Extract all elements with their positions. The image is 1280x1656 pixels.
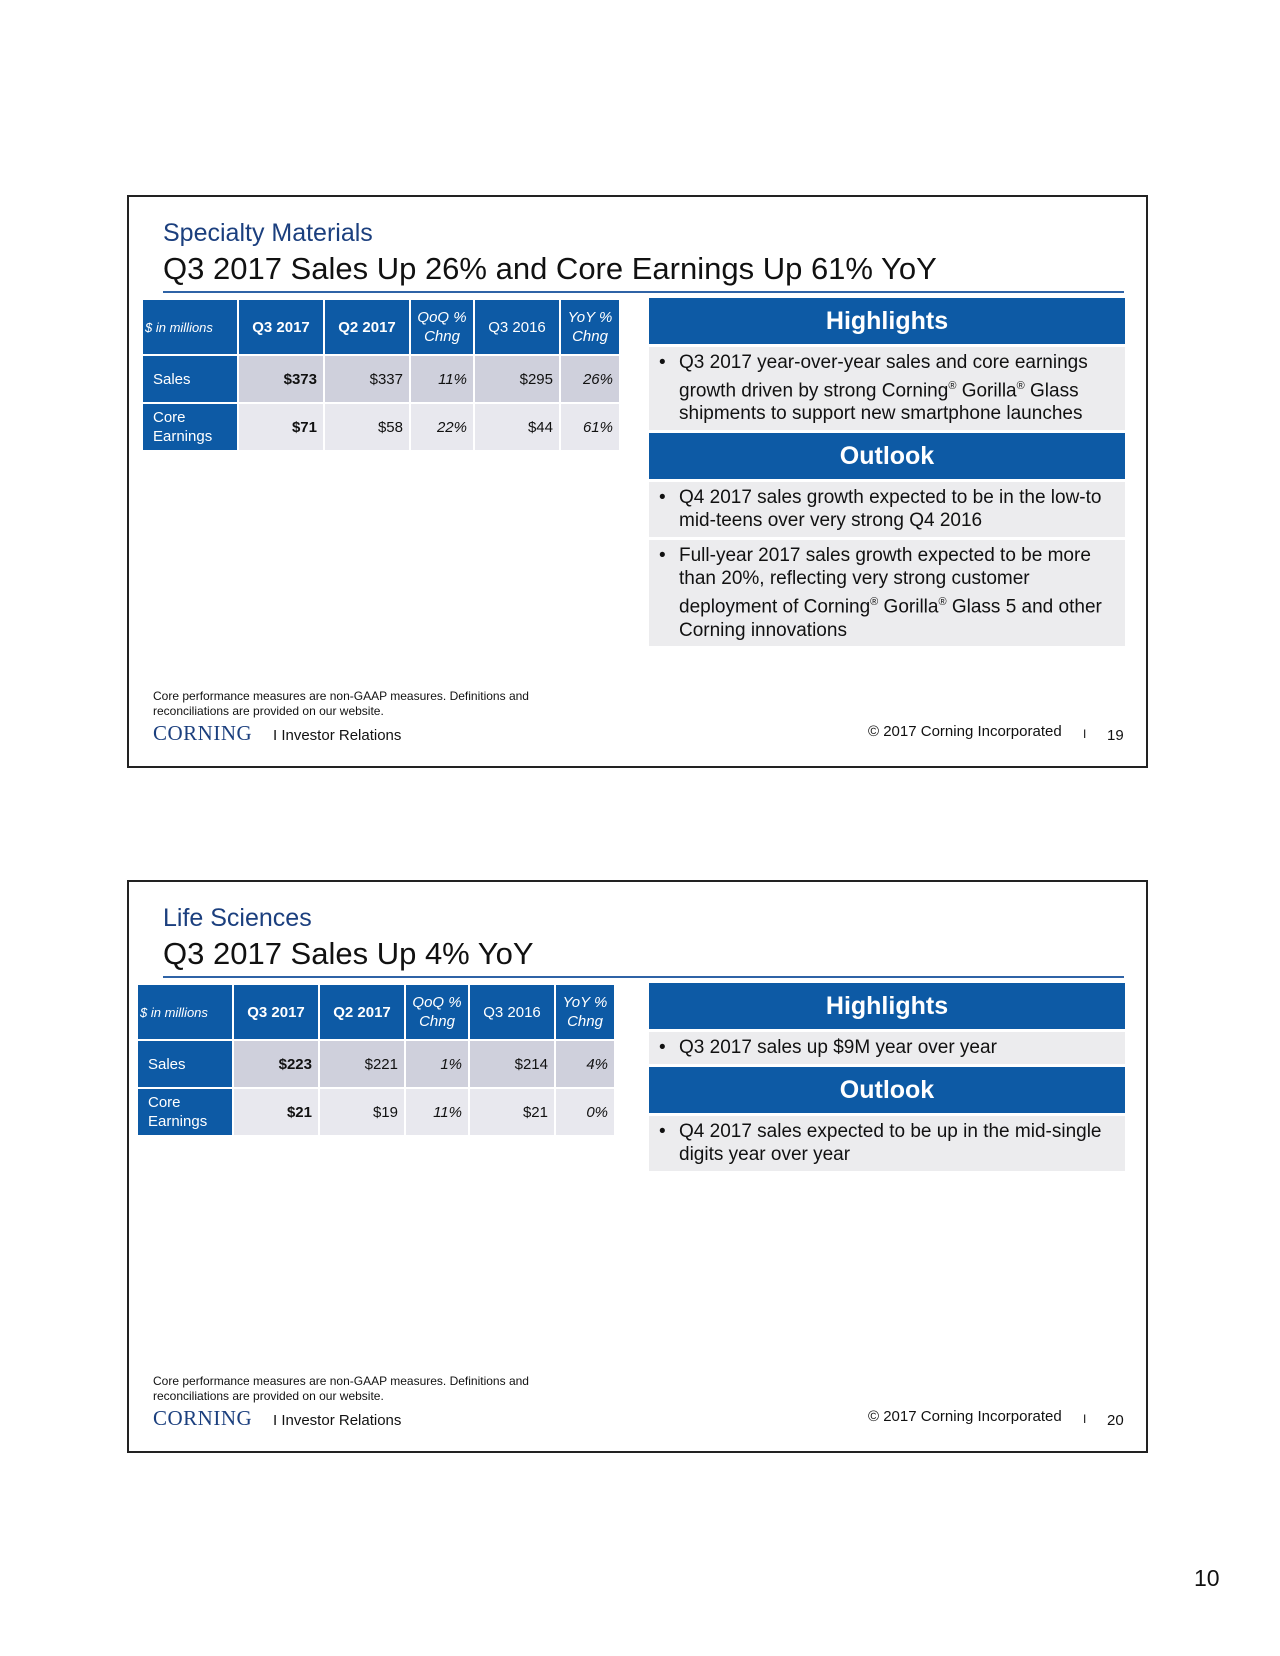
col-q2-2017: Q2 2017 — [325, 300, 409, 354]
outlook-text: Q4 2017 sales growth expected to be in the low-to mid-teens over very strong Q4 2016 — [679, 486, 1102, 532]
slide-life-sciences — [127, 880, 1148, 1453]
sales-q3-2016: $295 — [475, 356, 559, 402]
highlights-heading: Highlights — [649, 983, 1125, 1029]
bullet-icon: • — [659, 1037, 666, 1058]
registered-mark: ® — [938, 595, 947, 608]
core-qoq: 11% — [406, 1089, 468, 1135]
col-yoy-change — [561, 300, 619, 354]
row-label-core-earnings — [138, 1089, 232, 1135]
table-row-core-earnings — [138, 1089, 614, 1135]
highlight-text-part2: Gorilla — [956, 379, 1017, 401]
slide-title: Q3 2017 Sales Up 4% YoY — [163, 936, 534, 971]
highlights-outlook-panel — [649, 298, 1125, 649]
col-q3-2016: Q3 2016 — [470, 985, 554, 1039]
slide-title: Q3 2017 Sales Up 26% and Core Earnings Up 61% YoY — [163, 251, 937, 286]
row-label-sales: Sales — [138, 1041, 232, 1087]
highlights-heading: Highlights — [649, 298, 1125, 344]
qoq-line1: QoQ % — [412, 994, 462, 1011]
outlook-item — [649, 482, 1125, 537]
footnote-line2: reconciliations are provided on our website. — [153, 1389, 384, 1403]
financial-table — [141, 298, 621, 452]
registered-mark: ® — [870, 595, 879, 608]
sales-qoq: 11% — [411, 356, 473, 402]
document-page-number: 10 — [1194, 1565, 1220, 1591]
highlight-text-part1: Q3 2017 year-over-year sales and core earnings growth driven by strong Corning — [679, 352, 1088, 401]
bullet-icon: • — [659, 544, 666, 566]
col-q2-2017: Q2 2017 — [320, 985, 404, 1039]
footnote — [153, 1374, 529, 1404]
footnote — [153, 689, 529, 719]
sales-qoq: 1% — [406, 1041, 468, 1087]
outlook-item — [649, 540, 1125, 646]
corning-logo: CORNING — [153, 721, 253, 745]
core-q3-2016: $44 — [475, 404, 559, 450]
investor-relations-label: I Investor Relations — [273, 727, 402, 744]
investor-relations-label: I Investor Relations — [273, 1412, 402, 1429]
units-label: $ in millions — [138, 985, 232, 1039]
highlight-text: Q3 2017 sales up $9M year over year — [679, 1037, 997, 1058]
footer-separator: I — [1083, 1412, 1087, 1426]
core-line2: Earnings — [148, 1113, 208, 1130]
bullet-icon: • — [659, 1120, 666, 1142]
outlook-text-part1: Full-year 2017 sales growth expected to be more than 20%, reflecting very strong customer deployment of Corning — [679, 544, 1091, 618]
sales-yoy: 4% — [556, 1041, 614, 1087]
highlight-item — [649, 1032, 1125, 1064]
section-title: Specialty Materials — [163, 219, 373, 247]
registered-mark: ® — [948, 379, 957, 392]
col-yoy-change — [556, 985, 614, 1039]
slide-specialty-materials — [127, 195, 1148, 768]
yoy-line1: YoY % — [562, 994, 608, 1011]
sales-q2-2017: $221 — [320, 1041, 404, 1087]
core-q2-2017: $19 — [320, 1089, 404, 1135]
core-qoq: 22% — [411, 404, 473, 450]
corning-logo: CORNING — [153, 1406, 253, 1430]
outlook-text-part3: Glass 5 and other Corning innovations — [679, 596, 1102, 641]
sales-q3-2017: $223 — [234, 1041, 318, 1087]
col-qoq-change — [411, 300, 473, 354]
col-q3-2017: Q3 2017 — [239, 300, 323, 354]
slide-page-number: 20 — [1107, 1412, 1124, 1429]
copyright: © 2017 Corning Incorporated — [868, 723, 1062, 740]
title-divider — [163, 976, 1124, 978]
slide-page-number: 19 — [1107, 727, 1124, 744]
table-row-sales — [143, 356, 619, 402]
highlights-outlook-panel — [649, 983, 1125, 1174]
outlook-item — [649, 1116, 1125, 1171]
core-q3-2017: $21 — [234, 1089, 318, 1135]
table-header-row — [143, 300, 619, 354]
core-line2: Earnings — [153, 428, 213, 445]
financial-table — [136, 983, 616, 1137]
row-label-sales: Sales — [143, 356, 237, 402]
table-header-row — [138, 985, 614, 1039]
core-line1: Core — [148, 1094, 181, 1111]
table-row-core-earnings — [143, 404, 619, 450]
col-q3-2017: Q3 2017 — [234, 985, 318, 1039]
core-q3-2016: $21 — [470, 1089, 554, 1135]
core-yoy: 61% — [561, 404, 619, 450]
registered-mark: ® — [1016, 379, 1025, 392]
qoq-line2: Chng — [424, 328, 460, 345]
core-q2-2017: $58 — [325, 404, 409, 450]
sales-q2-2017: $337 — [325, 356, 409, 402]
sales-yoy: 26% — [561, 356, 619, 402]
footnote-line2: reconciliations are provided on our website. — [153, 704, 384, 718]
bullet-icon: • — [659, 486, 666, 508]
sales-q3-2017: $373 — [239, 356, 323, 402]
yoy-line1: YoY % — [567, 309, 613, 326]
col-q3-2016: Q3 2016 — [475, 300, 559, 354]
highlight-text-part3: Glass shipments to support new smartphone launches — [679, 379, 1083, 425]
qoq-line2: Chng — [419, 1013, 455, 1030]
sales-q3-2016: $214 — [470, 1041, 554, 1087]
outlook-text: Q4 2017 sales expected to be up in the mid-single digits year over year — [679, 1120, 1102, 1165]
row-label-core-earnings — [143, 404, 237, 450]
footnote-line1: Core performance measures are non-GAAP measures. Definitions and — [153, 1374, 529, 1388]
yoy-line2: Chng — [567, 1013, 603, 1030]
highlight-item — [649, 347, 1125, 430]
qoq-line1: QoQ % — [417, 309, 467, 326]
yoy-line2: Chng — [572, 328, 608, 345]
footer-separator: I — [1083, 727, 1087, 741]
title-divider — [163, 291, 1124, 293]
core-line1: Core — [153, 409, 186, 426]
section-title: Life Sciences — [163, 904, 312, 932]
core-yoy: 0% — [556, 1089, 614, 1135]
outlook-heading: Outlook — [649, 1067, 1125, 1113]
bullet-icon: • — [659, 352, 666, 373]
outlook-heading: Outlook — [649, 433, 1125, 479]
table-row-sales — [138, 1041, 614, 1087]
footnote-line1: Core performance measures are non-GAAP measures. Definitions and — [153, 689, 529, 703]
col-qoq-change — [406, 985, 468, 1039]
outlook-text-part2: Gorilla — [878, 596, 939, 618]
copyright: © 2017 Corning Incorporated — [868, 1408, 1062, 1425]
core-q3-2017: $71 — [239, 404, 323, 450]
units-label: $ in millions — [143, 300, 237, 354]
